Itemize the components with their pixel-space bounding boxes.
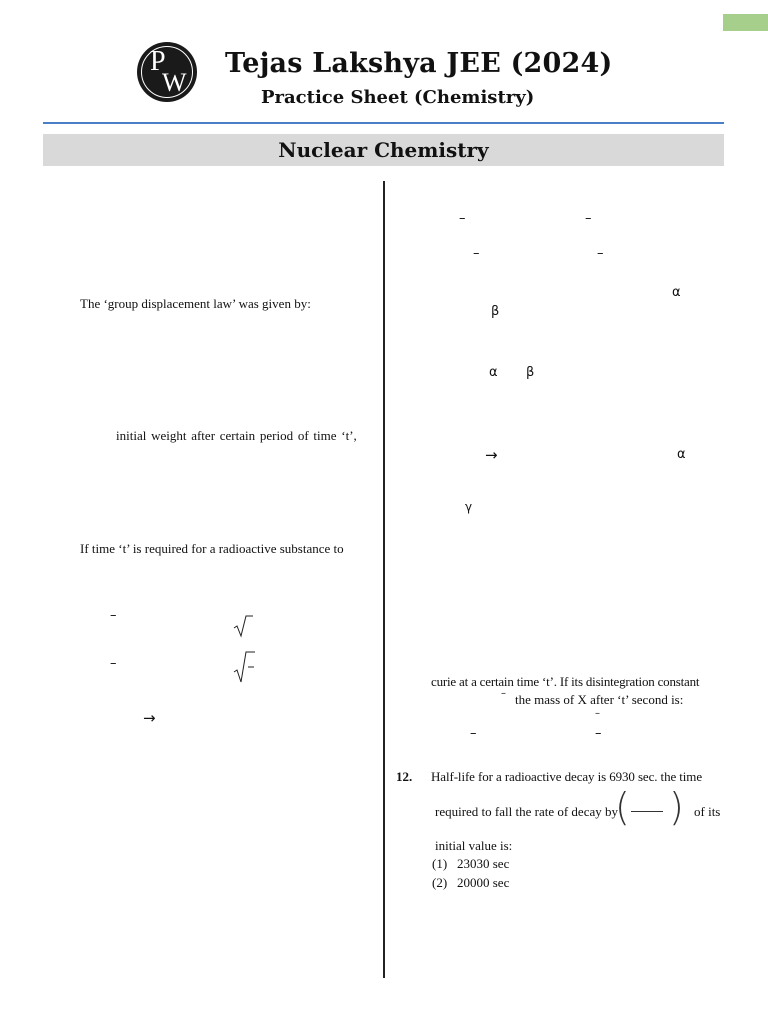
question-12-line2b: of its: [694, 804, 721, 819]
right-minus-2: –: [585, 211, 592, 226]
header-rule: [43, 122, 724, 124]
question-12-line3: initial value is:: [435, 838, 513, 853]
logo-letter-w: W: [162, 68, 187, 97]
alpha-symbol-3: α: [677, 447, 686, 462]
left-minus-1: –: [110, 608, 117, 623]
right-minus-3: –: [473, 246, 480, 261]
left-text-group-law: The ‘group displacement law’ was given by:: [80, 296, 311, 311]
option-1-text: 23030 sec: [457, 856, 510, 871]
right-minus-8: –: [595, 726, 602, 741]
logo-letter-p: P: [150, 46, 166, 77]
right-minus-7: –: [470, 726, 477, 741]
sqrt-symbol-1: [233, 614, 253, 638]
left-paren: (: [615, 785, 630, 829]
question-12-number: 12.: [396, 769, 413, 784]
right-paren: ): [669, 785, 684, 829]
alpha-symbol-2: α: [489, 365, 498, 380]
beta-symbol-1: β: [491, 304, 500, 319]
question-12-line2a: required to fall the rate of decay by: [435, 804, 618, 819]
sqrt-symbol-2: [233, 650, 255, 684]
right-minus-4: –: [597, 246, 604, 261]
right-text-mass: the mass of X after ‘t’ second is:: [515, 692, 684, 707]
alpha-symbol-1: α: [672, 285, 681, 300]
page-subtitle: Practice Sheet (Chemistry): [261, 87, 535, 108]
left-arrow: →: [143, 709, 156, 727]
option-2-label: (2): [432, 875, 448, 890]
fraction-bar: [631, 811, 663, 812]
left-text-time-required: If time ‘t’ is required for a radioactive substance to: [80, 541, 344, 556]
right-minus-1: –: [459, 211, 466, 226]
question-12-line1: Half-life for a radioactive decay is 6930 sec. the time: [431, 769, 702, 784]
right-arrow: →: [485, 446, 498, 464]
option-2-text: 20000 sec: [457, 875, 510, 890]
beta-symbol-2: β: [526, 365, 535, 380]
left-text-initial-weight: initial weight after certain period of time ‘t’,: [116, 428, 357, 443]
pw-logo: [137, 42, 197, 102]
left-minus-2: –: [110, 656, 117, 671]
option-1-label: (1): [432, 856, 448, 871]
right-minus-5: –: [501, 688, 506, 699]
right-minus-6: –: [595, 708, 600, 719]
column-divider: [383, 181, 385, 978]
page-title: Tejas Lakshya JEE (2024): [225, 48, 613, 79]
topic-heading: Nuclear Chemistry: [43, 134, 724, 166]
corner-tag: [723, 14, 768, 31]
gamma-symbol: γ: [465, 500, 473, 514]
fraction-in-parentheses: [615, 785, 684, 833]
right-text-curie: curie at a certain time ‘t’. If its disintegration constant: [431, 674, 700, 689]
